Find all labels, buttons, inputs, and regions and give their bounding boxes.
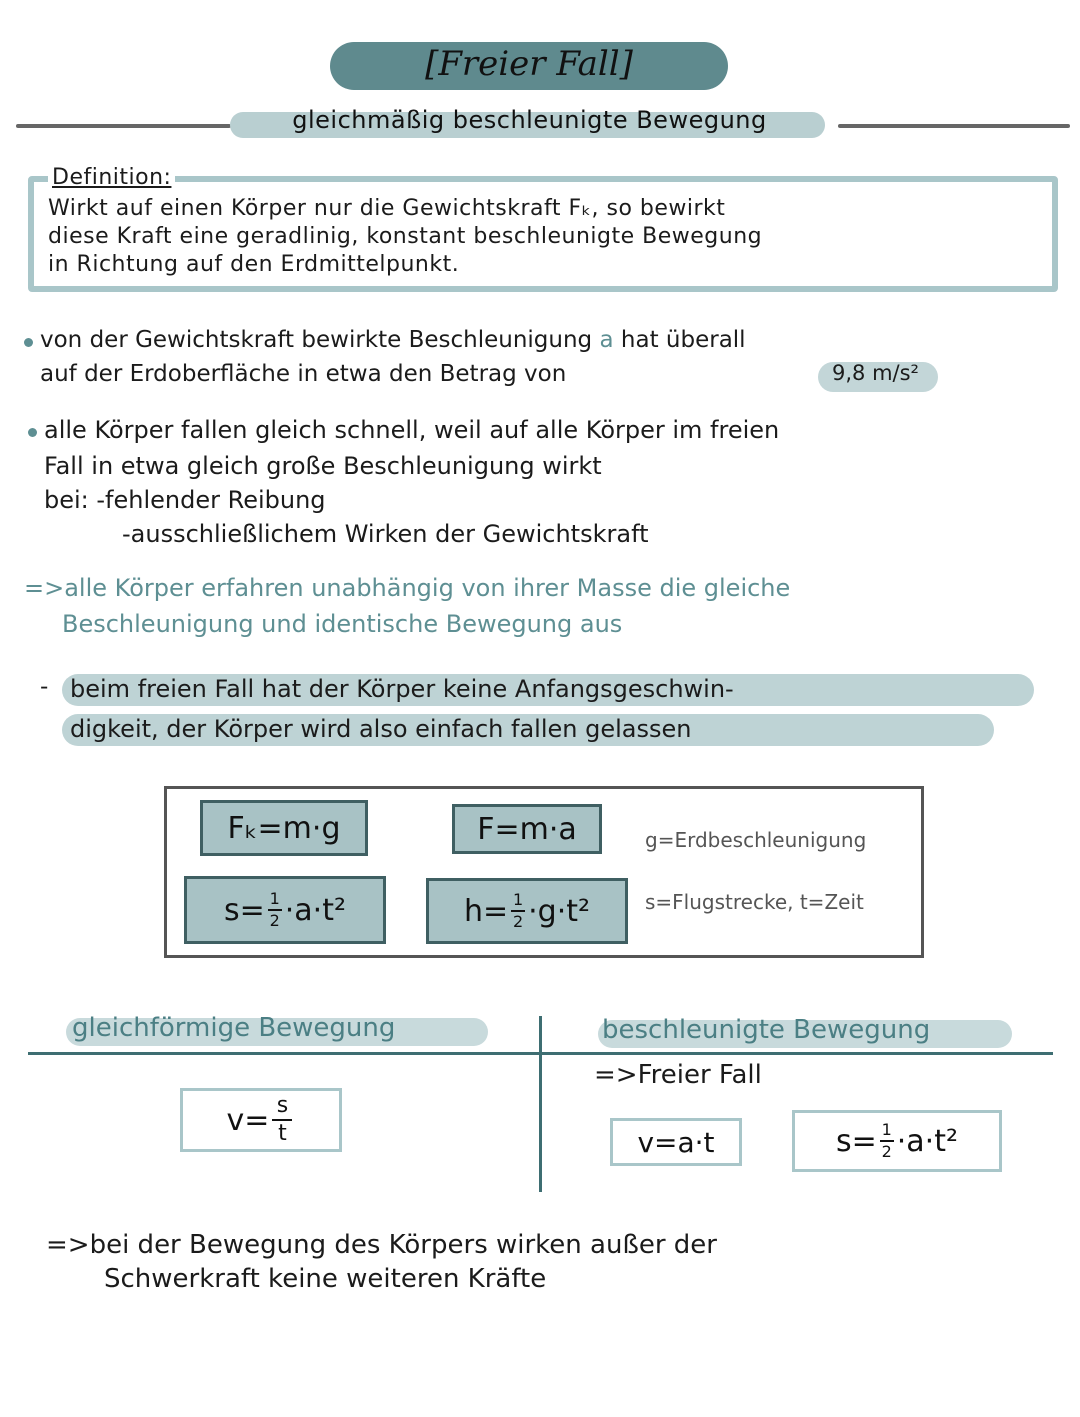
fraction-half: $\frac{1}{2}$ [513,890,524,931]
title-rule-left [16,124,231,128]
final-line-2: Schwerkraft keine weiteren Kräfte [104,1264,547,1294]
note-gravity: g=Erdbeschleunigung [645,828,867,852]
note-dash: - [40,674,49,700]
note-distance-time: s=Flugstrecke, t=Zeit [645,890,864,914]
conclusion-line-2: Beschleunigung und identische Bewegung aus [62,610,623,638]
bullet-dot-1 [24,338,33,347]
definition-heading: Definition: [48,165,175,190]
formula-accelerated-velocity: v=a·t [610,1118,742,1166]
note-line-1: beim freien Fall hat der Körper keine Anfangsgeschwin- [70,675,734,703]
acceleration-symbol: a [599,327,614,353]
fraction-s-over-t: $\frac{s}{t}$ [272,1095,292,1145]
page-subtitle: gleichmäßig beschleunigte Bewegung [292,106,767,134]
final-line-1: =>bei der Bewegung des Körpers wirken außer der [46,1230,717,1260]
formula-weight-force: Fₖ=m·g [200,800,368,856]
bullet-2-line-4: -ausschließlichem Wirken der Gewichtskraft [122,520,649,548]
bullet-2-line-2: Fall in etwa gleich große Beschleunigung wirkt [44,452,602,480]
right-section-subtitle: =>Freier Fall [594,1060,762,1090]
formula-accelerated-distance: s= $\frac{1}{2}$ ·a·t² [792,1110,1002,1172]
formula-uniform-velocity: v= $\frac{s}{t}$ [180,1088,342,1152]
section-divider-vertical [539,1016,542,1192]
fraction-half: $\frac{1}{2}$ [269,889,280,930]
note-line-2: digkeit, der Körper wird also einfach fallen gelassen [70,715,692,743]
fraction-half: $\frac{1}{2}$ [881,1120,892,1161]
bullet-1-line-1: von der Gewichtskraft bewirkte Beschleunigung a hat überall [40,327,746,353]
definition-line-2: diese Kraft eine geradlinig, konstant beschleunigte Bewegung [48,224,763,249]
title-rule-right [838,124,1070,128]
formula-distance: s= $\frac{1}{2}$ ·a·t² [184,876,386,944]
acceleration-value: 9,8 m/s² [832,361,919,385]
bullet-dot-2 [28,428,37,437]
definition-line-1: Wirkt auf einen Körper nur die Gewichtskraft Fₖ, so bewirkt [48,196,726,221]
conclusion-line-1: =>alle Körper erfahren unabhängig von ihrer Masse die gleiche [24,574,791,602]
page-title: [Freier Fall] [425,44,633,84]
formula-height: h= $\frac{1}{2}$ ·g·t² [426,878,628,944]
right-section-title: beschleunigte Bewegung [602,1015,931,1045]
bullet-2-line-1: alle Körper fallen gleich schnell, weil auf alle Körper im freien [44,416,780,444]
bullet-2-line-3: bei: -fehlender Reibung [44,486,326,514]
bullet-1-line-2: auf der Erdoberfläche in etwa den Betrag von [40,361,567,387]
definition-line-3: in Richtung auf den Erdmittelpunkt. [48,252,460,277]
formula-newton: F=m·a [452,804,602,854]
left-section-title: gleichförmige Bewegung [72,1013,396,1043]
